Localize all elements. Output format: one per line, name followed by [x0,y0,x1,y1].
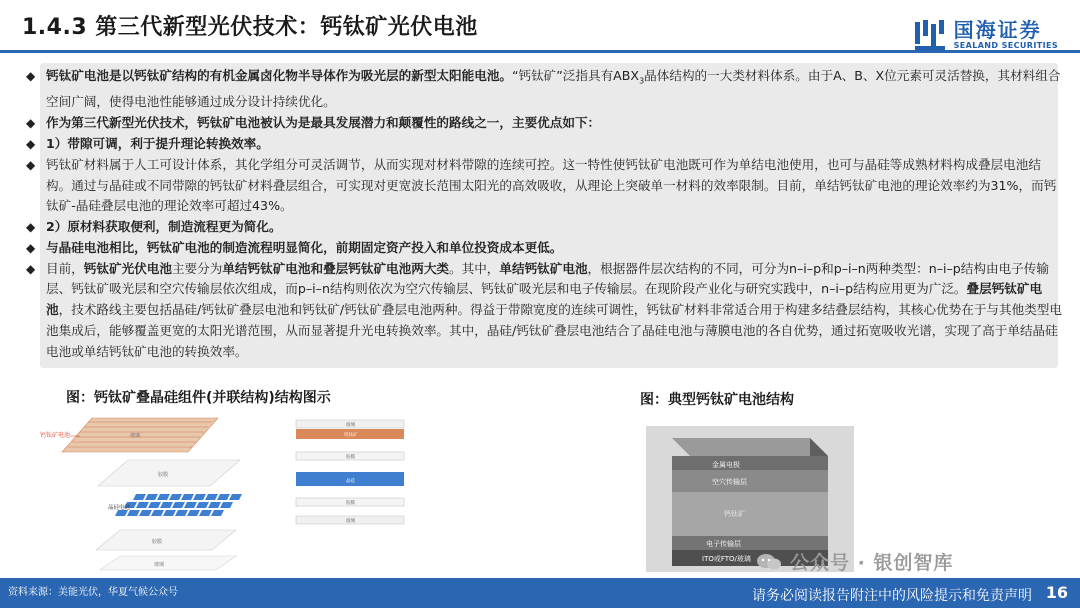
silicon-cell [217,494,230,500]
definition-text-a: “钙钛矿”泛指具有ABX [511,68,640,83]
silicon-cell [139,510,152,516]
advantage-2-heading: 2）原材料获取便利，制造流程更为简化。 [46,219,282,235]
diamond-bullet-icon: ◆ [26,157,36,172]
bullet-advantage-1 [26,134,1066,155]
diamond-bullet-icon: ◆ [26,116,36,131]
cell-layer-1-label: 金属电极 [712,461,740,469]
classification-d: 。其中， [449,260,500,276]
classification-b4: 叠层钙钛矿电池 [46,281,1043,318]
page-title: 1.4.3 第三代新型光伏技术：钙钛矿光伏电池 [22,15,478,40]
silicon-cell [220,502,233,508]
perovskite-cell-label: 钙钛矿电池 [40,432,71,439]
cell-layer-2 [672,470,828,492]
advantage-1-detail: 钙钛矿材料属于人工可设计体系，其化学组分可灵活调节，从而实现对材料带隙的连续可控。这一特性使钙钛矿电池既可作为单结电池使用，也可与晶硅等成熟材料构成叠层电池结构。通过与晶硅或不同带隙的钙钛矿材料叠层组合，可实现对更宽波长范围太阳光的高效吸收，从理论上突破单一材料的效率限制。目前，单结钙钛矿电池的理论效率约为31%，而钙钛矿-晶硅叠层电池的理论效率可超过43%。 [46,156,1057,214]
logo-name-cn: 国海证券 [953,18,1042,42]
stack-layer-5-label: 胶膜 [346,501,355,506]
watermark [756,548,953,575]
logo-mark-icon [914,18,948,52]
left-layer-film-1: 胶膜 [158,472,169,478]
silicon-cell [163,510,176,516]
tandem-module-diagram [40,412,420,572]
silicon-cell [169,494,182,500]
header-rule [0,50,1080,53]
silicon-cell [175,510,188,516]
definition-subscript: 3 [639,76,645,86]
classification-f: ，技术路线主要包括晶硅/钙钛矿叠层电池和钙钛矿/钙钛矿叠层电池两种。得益于带隙宽度的连续可调性，钙钛矿材料非常适合用于构建多结叠层结构，其核心优势在于与其他类型电池集成后，能够覆盖更宽的太阳光谱范围，从而显著提升光电转换效率。其中，晶硅/钙钛矿叠层电池结合了晶硅电池与薄膜电池的各自优势，通过拓宽吸收光谱，实现了高于单结晶硅电池或单结钙钛矿电池的转换效率。 [46,302,1062,359]
disclaimer: 请务必阅读报告附注中的风险提示和免责声明 [752,588,1032,604]
silicon-cell [205,494,218,500]
bullet-advantage-2-detail [26,238,1066,259]
advantage-2-detail: 与晶硅电池相比，钙钛矿电池的制造流程明显简化，前期固定资产投入和单位投资成本更低。 [46,239,563,255]
definition-text-b: 晶体结构的一大类材料体系。由于A、B、X位元素可灵活替换，其材料组合空间广阔，使得电池性能够通过成分设计持续优化。 [46,68,1061,110]
left-layer-glass-bottom: 玻璃 [154,562,165,568]
silicon-cell [211,510,224,516]
advantages-intro: 作为第三代新型光伏技术，钙钛矿电池被认为是最具发展潜力和颠覆性的路线之一，主要优点如下： [46,115,601,131]
silicon-cell [181,494,194,500]
page-number: 16 [1045,583,1068,602]
silicon-cell [157,494,170,500]
silicon-cell [208,502,221,508]
watermark-text: 公众号 · 银创智库 [790,552,954,574]
classification-b1: 钙钛矿光伏电池 [83,260,172,276]
classification-a: 目前， [46,260,84,276]
classification-b3: 单结钙钛矿电池 [499,260,588,276]
silicon-cell [133,494,146,500]
cell-layer-1 [672,456,828,470]
logo-name-en: SEALAND SECURITIES [953,41,1058,50]
silicon-cell [172,502,185,508]
silicon-cell [145,494,158,500]
cell-layer-4-label: 电子传输层 [706,540,741,548]
diamond-bullet-icon: ◆ [26,69,36,83]
silicon-cell [160,502,173,508]
bullet-list [26,66,1066,363]
diamond-bullet-icon: ◆ [26,261,36,276]
silicon-cell [136,502,149,508]
silicon-cell [229,494,242,500]
bullet-advantage-1-detail [26,155,1066,217]
wechat-icon [756,552,782,572]
diamond-bullet-icon: ◆ [26,240,36,255]
diamond-bullet-icon: ◆ [26,136,36,151]
company-logo [914,18,1058,52]
bullet-advantage-2 [26,217,1066,238]
classification-c: 主要分为 [171,260,223,276]
cell-layer-5-label: ITO或FTO/玻璃 [702,555,751,563]
stack-layer-1-label: 玻璃 [346,423,355,428]
tandem-module-figure [40,412,420,572]
silicon-cell [199,510,212,516]
diamond-bullet-icon: ◆ [26,220,36,235]
left-layer-film-2: 胶膜 [152,539,163,545]
left-layer-glass-top: 玻璃 [130,433,141,439]
silicon-cell-grid [115,494,242,516]
cell-layer-3 [672,492,828,536]
advantage-1-heading: 1）带隙可调，利于提升理论转换效率。 [46,135,269,151]
bullet-advantages-intro [26,113,1066,134]
stack-layer-3-label: 胶膜 [346,455,355,460]
silicon-cell [193,494,206,500]
right-figure-caption: 图：典型钙钛矿电池结构 [640,392,794,408]
silicon-cell [184,502,197,508]
bullet-classification [26,259,1066,363]
silicon-cell [187,510,200,516]
silicon-cell-label: 晶硅电池 [108,505,131,511]
left-figure-caption: 图：钙钛矿叠晶硅组件(并联结构)结构图示 [66,390,331,406]
bullet-definition [26,66,1066,113]
stack-layer-4-label: 晶硅 [346,479,355,484]
silicon-cell [196,502,209,508]
silicon-cell [151,510,164,516]
classification-e: ，根据器件层次结构的不同，可分为n–i–p和p–i–n两种类型：n–i–p结构由电子传输层、钙钛矿吸光层和空穴传输层依次组成，而p–i–n结构则依次为空穴传输层、钙钛矿吸光层和电子传输层。在现阶段产业化与研究实践中，n–i–p结构应用更为广泛。 [46,260,1049,297]
classification-b2: 单结钙钛矿电池和叠层钙钛矿电池两大类 [222,260,449,276]
cell-layer-3-label: 钙钛矿 [724,510,745,518]
source-note: 资料来源：美能光伏，华夏气候公众号 [8,587,178,598]
definition-bold: 钙钛矿电池是以钙钛矿结构的有机金属卤化物半导体作为吸光层的新型太阳能电池。 [46,68,512,83]
stack-layer-6-label: 玻璃 [346,519,355,524]
silicon-cell [148,502,161,508]
stack-layer-2-label: 钙钛矿 [344,433,358,438]
cell-layer-2-label: 空穴传输层 [712,478,747,486]
